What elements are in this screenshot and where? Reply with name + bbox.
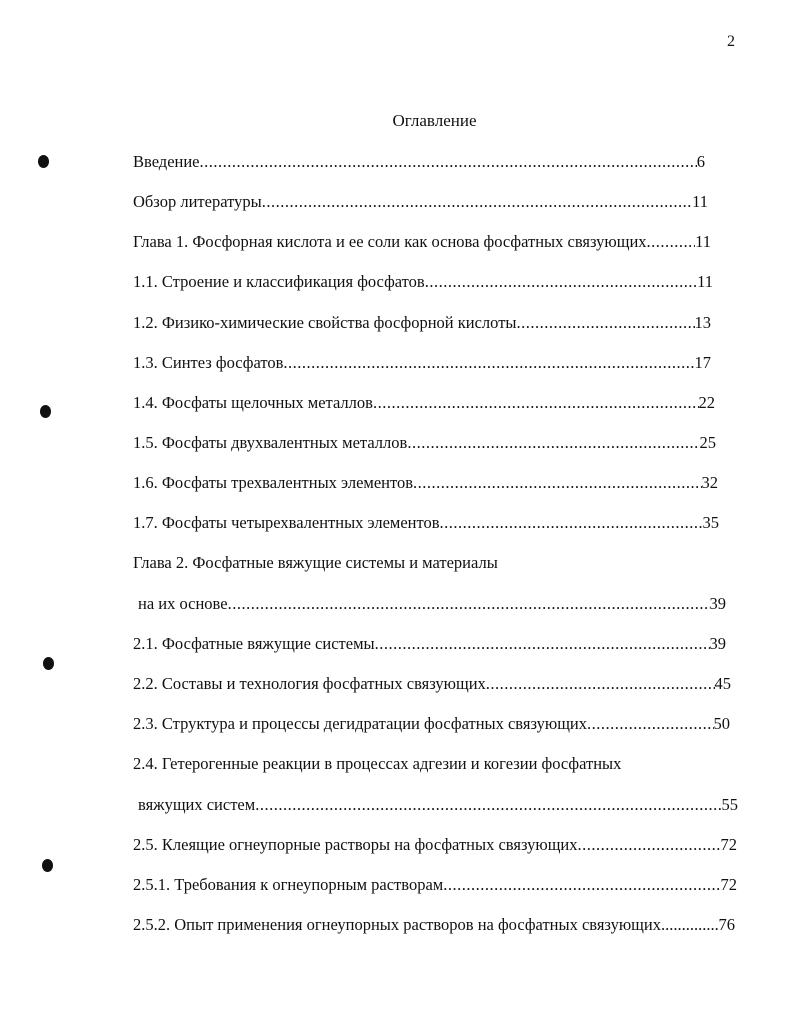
toc-entry[interactable]: 1.7. Фосфаты четырехвалентных элементов ..... 35 bbox=[133, 513, 719, 533]
toc-entry[interactable]: 1.6. Фосфаты трехвалентных элементов ..... 32 bbox=[133, 473, 718, 493]
toc-entry-heading[interactable]: Глава 2. Фосфатные вяжущие системы и материалы bbox=[133, 553, 498, 572]
toc-entry[interactable]: 2.3. Структура и процессы дегидратации фосфатных связующих ..... 50 bbox=[133, 714, 730, 734]
toc-entry[interactable]: вяжущих систем ..... 55 bbox=[138, 795, 738, 815]
toc-entry[interactable]: 2.2. Составы и технология фосфатных связующих ..... 45 bbox=[133, 674, 731, 694]
toc-entry[interactable]: Обзор литературы ..... 11 bbox=[133, 192, 708, 212]
toc-entry[interactable]: 1.2. Физико-химические свойства фосфорной кислоты ..... 13 bbox=[133, 313, 711, 333]
toc-entry-heading[interactable]: 2.4. Гетерогенные реакции в процессах адгезии и когезии фосфатных bbox=[133, 754, 622, 773]
toc-entry[interactable]: на их основе ..... 39 bbox=[138, 594, 726, 614]
toc-entry[interactable]: Введение ..... 6 bbox=[133, 152, 705, 172]
toc-entry[interactable]: 1.1. Строение и классификация фосфатов ..... 11 bbox=[133, 272, 713, 292]
page-title: Оглавление bbox=[392, 111, 477, 130]
toc-entry[interactable]: 2.1. Фосфатные вяжущие системы ..... 39 bbox=[133, 634, 726, 654]
toc-entry[interactable]: 1.5. Фосфаты двухвалентных металлов ..... 25 bbox=[133, 433, 716, 453]
toc-entry[interactable]: 1.4. Фосфаты щелочных металлов ..... 22 bbox=[133, 393, 715, 413]
binder-hole-4 bbox=[42, 859, 53, 872]
binder-hole-2 bbox=[40, 405, 51, 418]
page-number: 2 bbox=[727, 33, 735, 50]
toc-entry[interactable]: 2.5.1. Требования к огнеупорным растворам ..... 72 bbox=[133, 875, 737, 895]
toc-entry[interactable]: 2.5. Клеящие огнеупорные растворы на фосфатных связующих ..... 72 bbox=[133, 835, 737, 855]
toc-entry[interactable]: 1.3. Синтез фосфатов ..... 17 bbox=[133, 353, 711, 373]
binder-hole-1 bbox=[38, 155, 49, 168]
toc-entry[interactable]: 2.5.2. Опыт применения огнеупорных растворов на фосфатных связующих ..... 76 bbox=[133, 915, 735, 935]
binder-hole-3 bbox=[43, 657, 54, 670]
toc-entry[interactable]: Глава 1. Фосфорная кислота и ее соли как основа фосфатных связующих ..... 11 bbox=[133, 232, 711, 252]
